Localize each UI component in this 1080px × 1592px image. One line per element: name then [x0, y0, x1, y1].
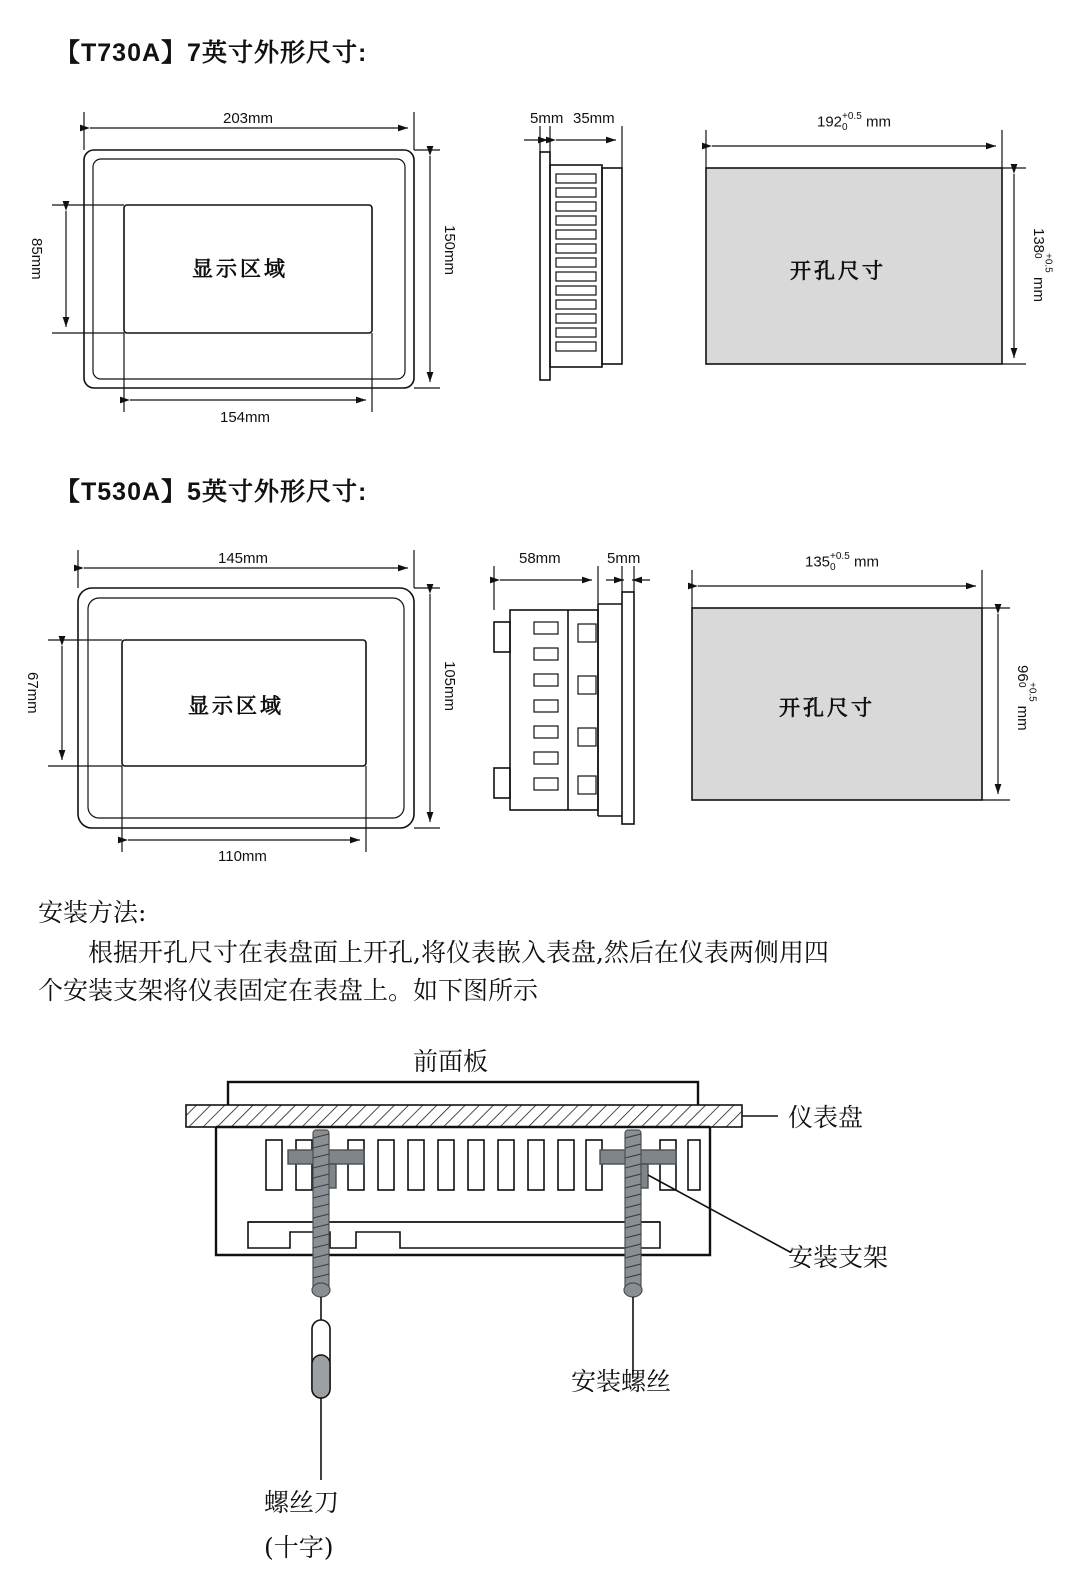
t530a-cutout-height-tol-upper: +0.5: [1026, 681, 1038, 702]
t530a-cutout-height-label: [1014, 665, 1036, 731]
t530a-display-area-label: 显示区域: [188, 693, 284, 718]
t530a-side-depth-label: 58mm: [519, 550, 561, 567]
t730a-cutout-height-unit: mm: [1030, 276, 1047, 302]
t730a-cutout-height-label: [1030, 228, 1052, 302]
t730a-side-depth-label: 35mm: [573, 110, 615, 127]
t530a-cutout-width-label: [805, 552, 879, 573]
t530a-cutout-width-tol-upper: +0.5: [830, 551, 850, 562]
t530a-cutout-width-value: 135: [805, 553, 831, 571]
t530a-side-front-thickness-label: 5mm: [607, 550, 641, 567]
t530a-cutout-height-unit: mm: [1014, 705, 1031, 731]
callout-mounting-screw: 安装螺丝: [571, 1367, 672, 1396]
callout-screwdriver-line-1: 螺丝刀: [264, 1488, 340, 1517]
t730a-cutout-width-label: [817, 112, 891, 133]
install-paragraph-line-1: 根据开孔尺寸在表盘面上开孔,将仪表嵌入表盘,然后在仪表两侧用四: [88, 938, 829, 967]
t530a-inner-width-label: 110mm: [218, 848, 267, 865]
t730a-side-front-thickness-label: 5mm: [530, 110, 564, 127]
t730a-cutout-area-label: 开孔尺寸: [790, 258, 886, 283]
t730a-inner-height-label: 85mm: [28, 238, 45, 280]
t530a-cutout-height-value: 96: [1014, 665, 1031, 682]
t530a-front-height-label: 105mm: [441, 661, 458, 712]
section-1-title: 【T730A】7英寸外形尺寸:: [55, 39, 368, 67]
t530a-front-width-label: 145mm: [218, 550, 269, 567]
callout-mounting-bracket: 安装支架: [788, 1243, 889, 1272]
t730a-front-width-label: 203mm: [223, 110, 274, 127]
t730a-cutout-height-tol-upper: +0.5: [1042, 253, 1054, 273]
callout-panel-board: 仪表盘: [788, 1103, 864, 1132]
t530a-cutout-area-label: 开孔尺寸: [779, 695, 875, 720]
t730a-cutout-width-value: 192: [817, 113, 843, 131]
t530a-cutout-height-tol-lower: 0: [1015, 681, 1027, 688]
t730a-cutout-width-tol-lower: 0: [842, 121, 848, 133]
t730a-cutout-width-tol-upper: +0.5: [842, 111, 862, 122]
t730a-cutout-width-unit: mm: [865, 113, 891, 131]
callout-screwdriver-line-2: (十字): [264, 1533, 334, 1562]
t730a-cutout-height-value: 138: [1030, 228, 1047, 254]
t730a-display-area-label: 显示区域: [192, 256, 288, 281]
section-2-title: 【T530A】5英寸外形尺寸:: [55, 478, 368, 506]
t730a-cutout-height-tol-lower: 0: [1031, 253, 1043, 259]
t530a-cutout-width-tol-lower: 0: [830, 561, 836, 573]
t530a-cutout-width-unit: mm: [853, 553, 879, 571]
install-method-title: 安装方法:: [38, 898, 147, 927]
install-paragraph-line-2: 个安装支架将仪表固定在表盘上。如下图所示: [38, 976, 539, 1005]
t530a-inner-height-label: 67mm: [24, 672, 41, 714]
callout-front-panel: 前面板: [413, 1047, 489, 1076]
t730a-front-height-label: 150mm: [441, 225, 458, 276]
t730a-inner-width-label: 154mm: [220, 409, 271, 426]
